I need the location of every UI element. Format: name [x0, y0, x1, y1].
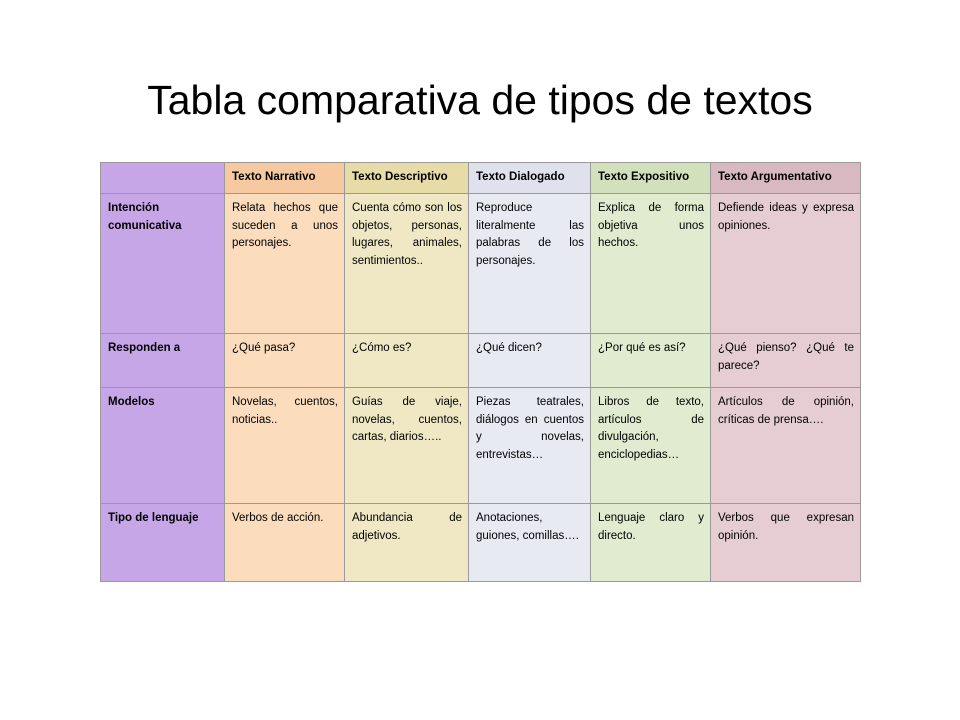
row-label-modelos: Modelos	[101, 387, 225, 503]
cell-modelos-descriptivo: Guías de viaje, novelas, cuentos, cartas, diarios…..	[345, 387, 469, 503]
cell-lenguaje-dialogado: Anotaciones, guiones, comillas….	[469, 503, 591, 581]
cell-modelos-narrativo: Novelas, cuentos, noticias..	[225, 387, 345, 503]
cell-lenguaje-expositivo: Lenguaje claro y directo.	[591, 503, 711, 581]
cell-responden-argumentativo: ¿Qué pienso? ¿Qué te parece?	[711, 333, 861, 387]
column-header-texto-dialogado: Texto Dialogado	[469, 163, 591, 194]
row-label-tipo-de-lenguaje: Tipo de lenguaje	[101, 503, 225, 581]
table-row	[101, 333, 861, 387]
cell-intencion-descriptivo: Cuenta cómo son los objetos, personas, lugares, animales, sentimientos..	[345, 193, 469, 333]
row-label-intencion-comunicativa: Intención comunicativa	[101, 193, 225, 333]
column-header-texto-argumentativo: Texto Argumentativo	[711, 163, 861, 194]
cell-intencion-expositivo: Explica de forma objetiva unos hechos.	[591, 193, 711, 333]
column-header-texto-narrativo: Texto Narrativo	[225, 163, 345, 194]
table-header-row	[101, 163, 861, 194]
cell-responden-descriptivo: ¿Cómo es?	[345, 333, 469, 387]
cell-modelos-argumentativo: Artículos de opinión, críticas de prensa….	[711, 387, 861, 503]
table-row	[101, 193, 861, 333]
table-body	[101, 193, 861, 581]
row-label-responden-a: Responden a	[101, 333, 225, 387]
column-header-texto-expositivo: Texto Expositivo	[591, 163, 711, 194]
cell-lenguaje-narrativo: Verbos de acción.	[225, 503, 345, 581]
cell-intencion-narrativo: Relata hechos que suceden a unos personajes.	[225, 193, 345, 333]
table-row	[101, 503, 861, 581]
cell-intencion-argumentativo: Defiende ideas y expresa opiniones.	[711, 193, 861, 333]
table-header	[101, 163, 861, 194]
table-corner-cell	[101, 163, 225, 194]
cell-modelos-dialogado: Piezas teatrales, diálogos en cuentos y novelas, entrevistas…	[469, 387, 591, 503]
cell-responden-dialogado: ¿Qué dicen?	[469, 333, 591, 387]
table-row	[101, 387, 861, 503]
cell-lenguaje-argumentativo: Verbos que expresan opinión.	[711, 503, 861, 581]
cell-intencion-dialogado: Reproduce literalmente las palabras de los personajes.	[469, 193, 591, 333]
cell-responden-expositivo: ¿Por qué es así?	[591, 333, 711, 387]
comparison-table-wrapper	[100, 162, 860, 582]
cell-responden-narrativo: ¿Qué pasa?	[225, 333, 345, 387]
column-header-texto-descriptivo: Texto Descriptivo	[345, 163, 469, 194]
cell-modelos-expositivo: Libros de texto, artículos de divulgación, enciclopedias…	[591, 387, 711, 503]
cell-lenguaje-descriptivo: Abundancia de adjetivos.	[345, 503, 469, 581]
comparison-table	[100, 162, 861, 582]
page-title: Tabla comparativa de tipos de textos	[147, 77, 813, 123]
